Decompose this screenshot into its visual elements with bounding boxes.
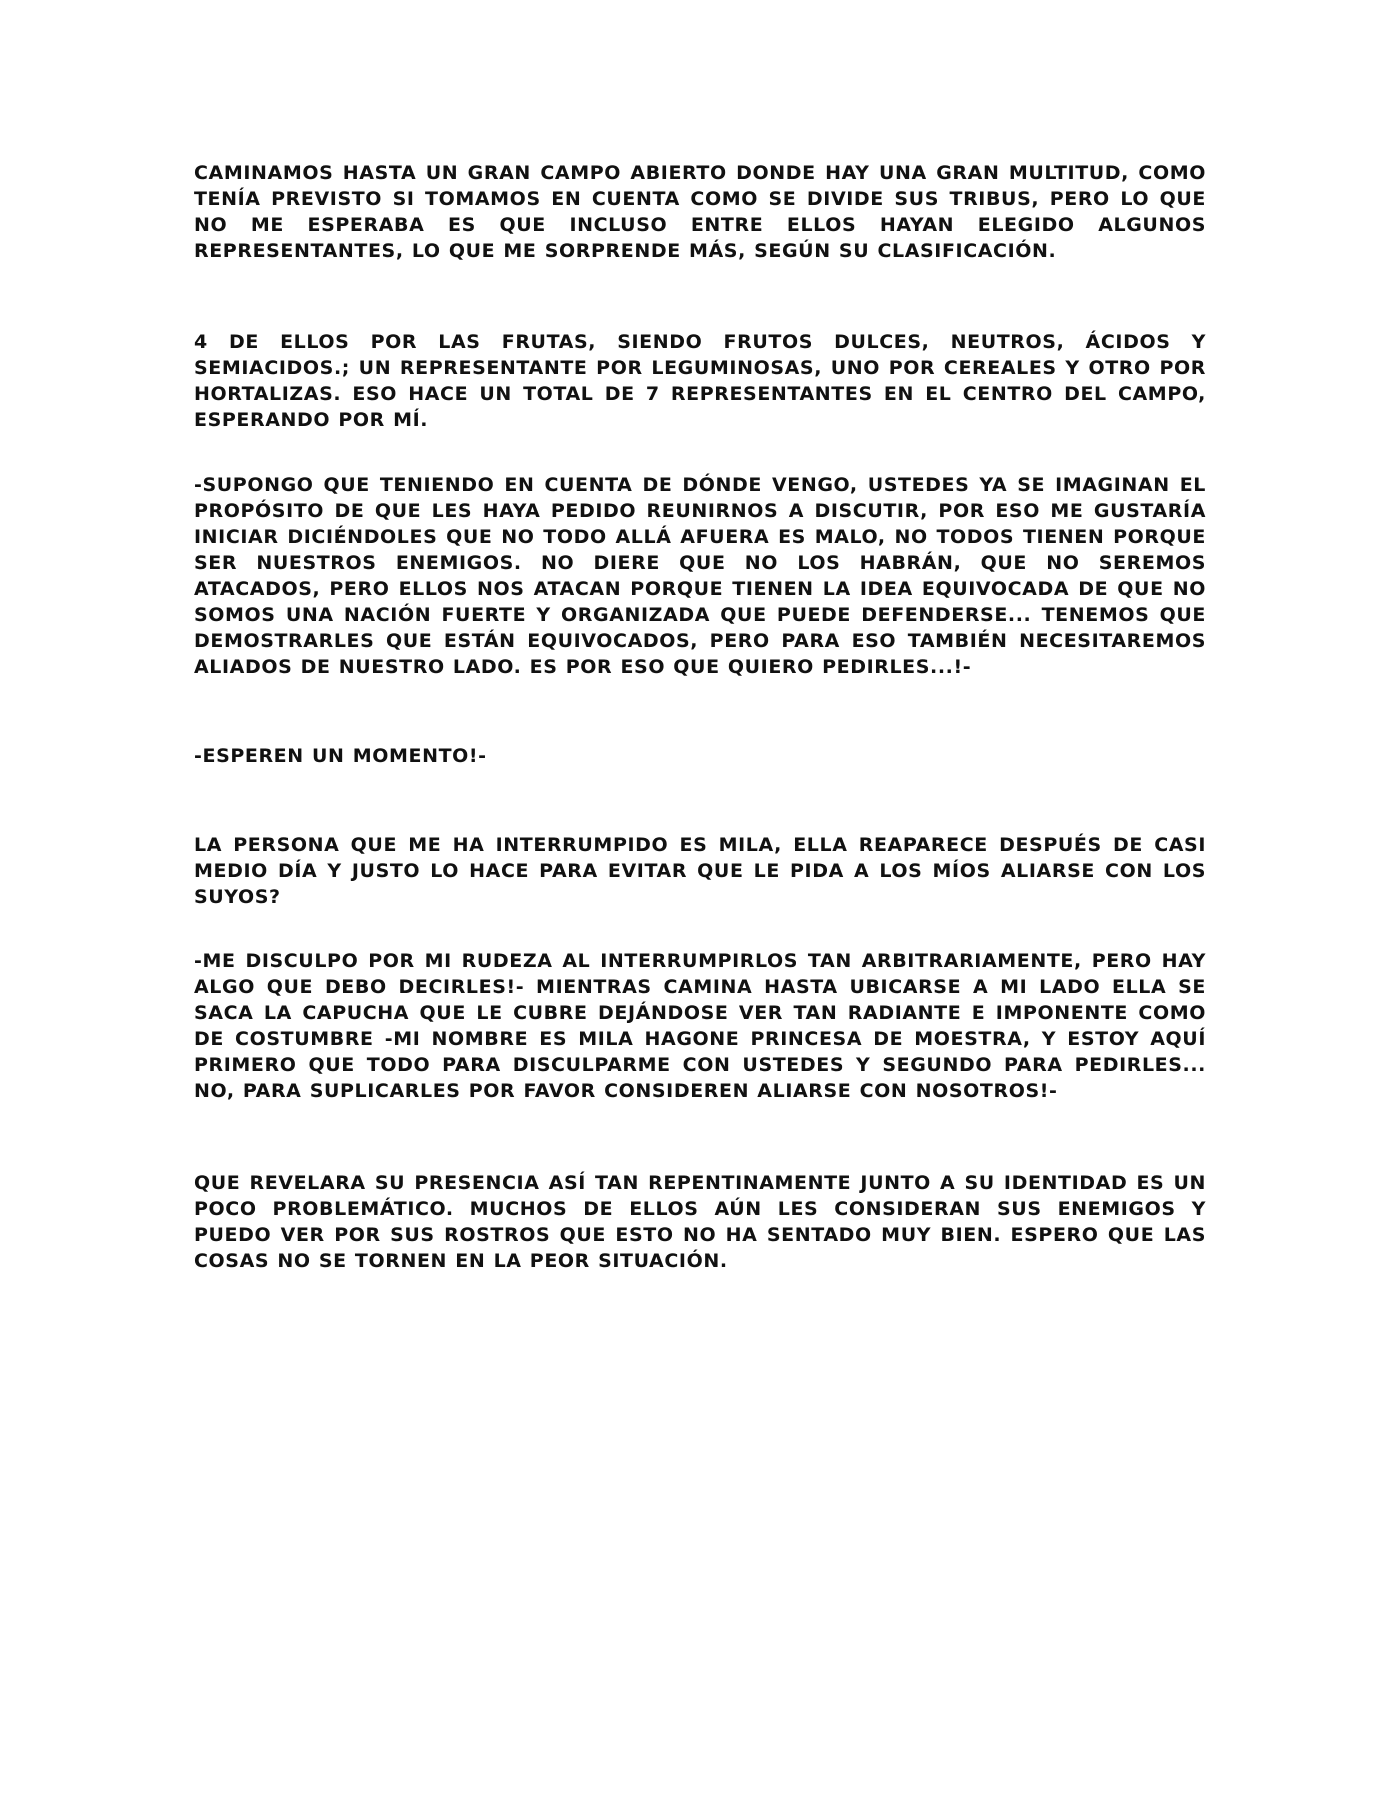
paragraph-5: LA PERSONA QUE ME HA INTERRUMPIDO ES MILA, ELLA REAPARECE DESPUÉS DE CASI MEDIO DÍA Y JUSTO LO HACE PARA EVITAR QUE LE PIDA A LOS MÍOS ALIARSE CON LOS SUYOS? (194, 834, 1206, 908)
paragraph-7: QUE REVELARA SU PRESENCIA ASÍ TAN REPENTINAMENTE JUNTO A SU IDENTIDAD ES UN POCO PROBLEMÁTICO. MUCHOS DE ELLOS AÚN LES CONSIDERAN SUS ENEMIGOS Y PUEDO VER POR SUS ROSTROS QUE ESTO NO HA SENTADO MUY BIEN. ESPERO QUE LAS COSAS NO SE TORNEN EN LA PEOR SITUACIÓN. (194, 1172, 1206, 1272)
paragraph-1: CAMINAMOS HASTA UN GRAN CAMPO ABIERTO DONDE HAY UNA GRAN MULTITUD, COMO TENÍA PREVISTO SI TOMAMOS EN CUENTA COMO SE DIVIDE SUS TRIBUS, PERO LO QUE NO ME ESPERABA ES QUE INCLUSO ENTRE ELLOS HAYAN ELEGIDO ALGUNOS REPRESENTANTES, LO QUE ME SORPRENDE MÁS, SEGÚN SU CLASIFICACIÓN. (194, 162, 1206, 262)
paragraph-2: 4 DE ELLOS POR LAS FRUTAS, SIENDO FRUTOS DULCES, NEUTROS, ÁCIDOS Y SEMIACIDOS.; UN REPRESENTANTE POR LEGUMINOSAS, UNO POR CEREALES Y OTRO POR HORTALIZAS. ESO HACE UN TOTAL DE 7 REPRESENTANTES EN EL CENTRO DEL CAMPO, ESPERANDO POR MÍ. (194, 331, 1206, 431)
paragraph-3: -SUPONGO QUE TENIENDO EN CUENTA DE DÓNDE VENGO, USTEDES YA SE IMAGINAN EL PROPÓSITO DE QUE LES HAYA PEDIDO REUNIRNOS A DISCUTIR, POR ESO ME GUSTARÍA INICIAR DICIÉNDOLES QUE NO TODO ALLÁ AFUERA ES MALO, NO TODOS TIENEN PORQUE SER NUESTROS ENEMIGOS. NO DIERE QUE NO LOS HABRÁN, QUE NO SEREMOS ATACADOS, PERO ELLOS NOS ATACAN PORQUE TIENEN LA IDEA EQUIVOCADA DE QUE NO SOMOS UNA NACIÓN FUERTE Y ORGANIZADA QUE PUEDE DEFENDERSE... TENEMOS QUE DEMOSTRARLES QUE ESTÁN EQUIVOCADOS, PERO PARA ESO TAMBIÉN NECESITAREMOS ALIADOS DE NUESTRO LADO. ES POR ESO QUE QUIERO PEDIRLES...!- (194, 474, 1206, 678)
paragraph-6: -ME DISCULPO POR MI RUDEZA AL INTERRUMPIRLOS TAN ARBITRARIAMENTE, PERO HAY ALGO QUE DEBO DECIRLES!- MIENTRAS CAMINA HASTA UBICARSE A MI LADO ELLA SE SACA LA CAPUCHA QUE LE CUBRE DEJÁNDOSE VER TAN RADIANTE E IMPONENTE COMO DE COSTUMBRE -MI NOMBRE ES MILA HAGONE PRINCESA DE MOESTRA, Y ESTOY AQUÍ PRIMERO QUE TODO PARA DISCULPARME CON USTEDES Y SEGUNDO PARA PEDIRLES... NO, PARA SUPLICARLES POR FAVOR CONSIDEREN ALIARSE CON NOSOTROS!- (194, 950, 1206, 1102)
paragraph-4: -ESPEREN UN MOMENTO!- (194, 745, 487, 767)
